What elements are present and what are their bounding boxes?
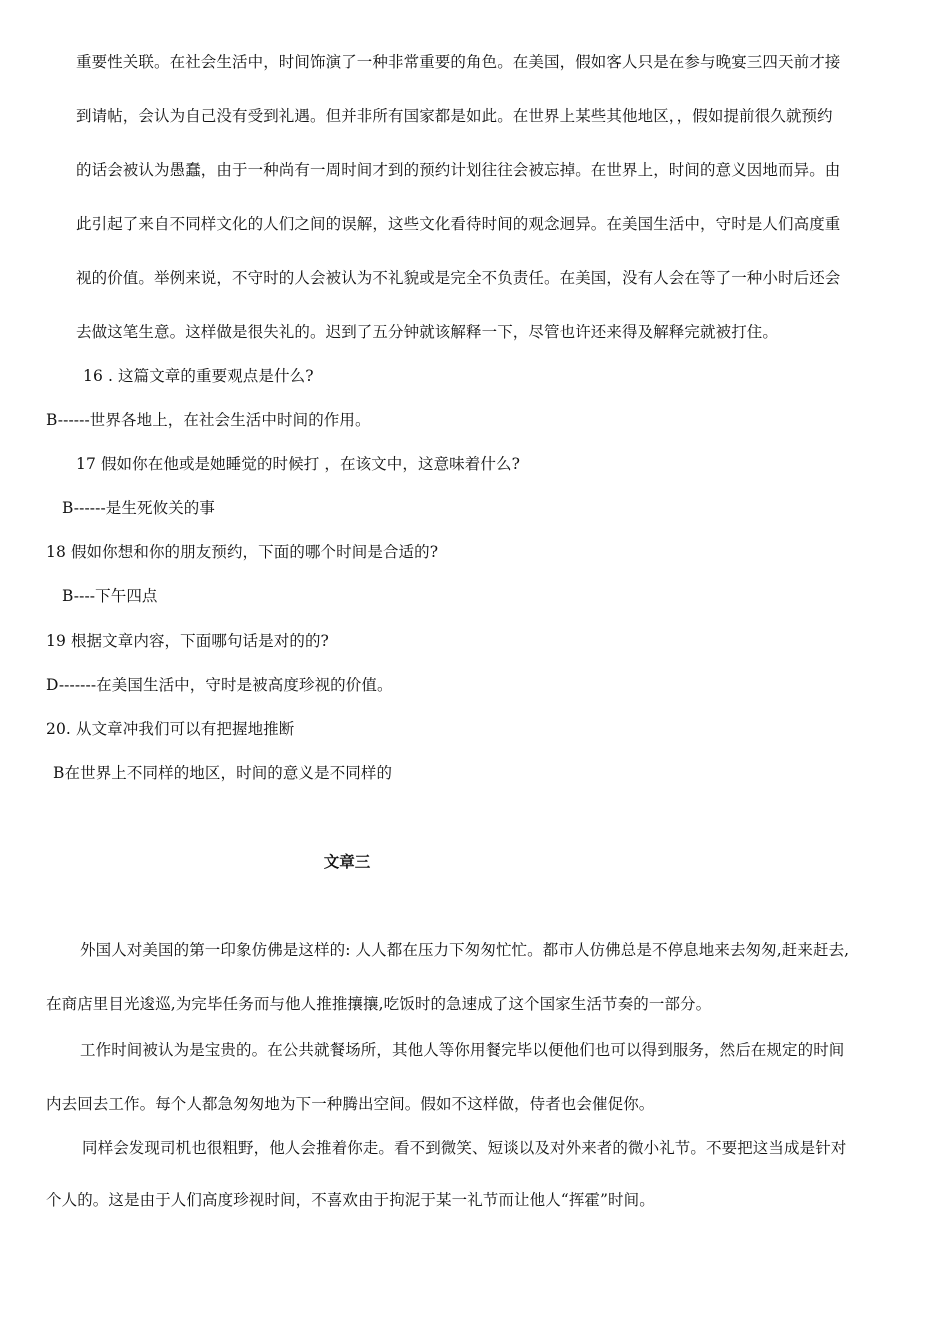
- question-19: 19 根据文章内容，下面哪句话是对的的?: [46, 632, 329, 650]
- answer-20: B在世界上不同样的地区，时间的意义是不同样的: [53, 764, 393, 782]
- question-18: 18 假如你想和你的朋友预约，下面的哪个时间是合适的?: [46, 543, 439, 561]
- answer-17: B------是生死攸关的事: [62, 499, 216, 517]
- question-16: 16 . 这篇文章的重要观点是什么?: [83, 367, 314, 385]
- passage-line: 此引起了来自不同样文化的人们之间的误解，这些文化看待时间的观念迥异。在美国生活中，守时是人们高度重: [76, 215, 841, 233]
- passage-line: 的话会被认为愚蠢，由于一种尚有一周时间才到的预约计划往往会被忘掉。在世界上，时间的意义因地而异。由: [76, 161, 841, 179]
- answer-16: B------世界各地上，在社会生活中时间的作用。: [46, 411, 371, 429]
- passage-line: 外国人对美国的第一印象仿佛是这样的: 人人都在压力下匆匆忙忙。都市人仿佛总是不停息地来去匆匆,赶来赶去,: [80, 941, 850, 959]
- passage-line: 到请帖，会认为自己没有受到礼遇。但并非所有国家都是如此。在世界上某些其他地区，，假如提前很久就预约: [76, 107, 833, 125]
- question-17: 17 假如你在他或是她睡觉的时候打 ，在该文中，这意味着什么?: [76, 455, 520, 473]
- passage-line: 工作时间被认为是宝贵的。在公共就餐场所，其他人等你用餐完毕以便他们也可以得到服务，然后在规定的时间: [80, 1041, 845, 1059]
- passage-line: 视的价值。举例来说，不守时的人会被认为不礼貌或是完全不负责任。在美国，没有人会在等了一种小时后还会: [76, 269, 841, 287]
- passage-line: 内去回去工作。每个人都急匆匆地为下一种腾出空间。假如不这样做，侍者也会催促你。: [46, 1095, 655, 1113]
- passage-line: 重要性关联。在社会生活中，时间饰演了一种非常重要的角色。在美国，假如客人只是在参与晚宴三四天前才接: [76, 53, 841, 71]
- passage-line: 个人的。这是由于人们高度珍视时间，不喜欢由于拘泥于某一礼节而让他人“挥霍”时间。: [46, 1191, 655, 1209]
- passage-line: 去做这笔生意。这样做是很失礼的。迟到了五分钟就该解释一下，尽管也许还来得及解释完就被打住。: [76, 323, 779, 341]
- passage-line: 在商店里目光逡巡,为完毕任务而与他人推推攘攘,吃饭时的急速成了这个国家生活节奏的一部分。: [46, 995, 712, 1013]
- question-20: 20. 从文章冲我们可以有把握地推断: [46, 720, 295, 738]
- answer-18: B----下午四点: [62, 587, 158, 605]
- answer-19: D-------在美国生活中，守时是被高度珍视的价值。: [46, 676, 393, 694]
- passage-line: 同样会发现司机也很粗野，他人会推着你走。看不到微笑、短谈以及对外来者的微小礼节。不要把这当成是针对: [82, 1139, 847, 1157]
- section-title: 文章三: [323, 852, 371, 871]
